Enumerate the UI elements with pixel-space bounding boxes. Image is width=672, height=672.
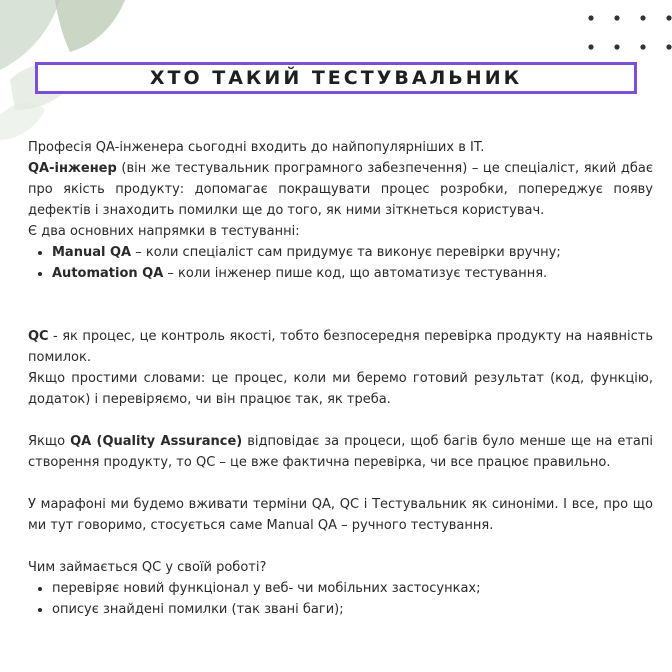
qc-simple-paragraph: Якщо простими словами: це процес, коли ми беремо готовий результат (код, функцію, додаток) і перевіряємо, чи він працює так, як треба. <box>28 371 653 407</box>
qc-term: QC <box>28 329 49 344</box>
page-title: ХТО ТАКИЙ ТЕСТУВАЛЬНИК <box>149 67 523 89</box>
qa-engineer-paragraph <box>28 158 653 221</box>
qc-work-list <box>28 578 653 620</box>
marathon-paragraph: У марафоні ми будемо вживати терміни QA, QC і Тестувальник як синоніми. І все, про що ми тут говоримо, стосується саме Manual QA – ручного тестування. <box>28 497 653 533</box>
dot-grid-decoration <box>588 14 672 54</box>
direction-term: Manual QA <box>52 245 132 260</box>
intro-paragraph: Професія QA-інженера сьогодні входить до найпопулярніших в IT. <box>28 140 485 155</box>
title-box <box>35 62 637 94</box>
qa-engineer-definition: (він же тестувальник програмного забезпечення) – це спеціаліст, який дбає про якість продукту: допомагає покращувати процес розробки, попереджує появу дефектів і знаходить помилки ще до того, як ними зіткнеться користувач. <box>28 161 653 218</box>
qc-work-question: Чим займається QC у своїй роботі? <box>28 560 267 575</box>
article-body <box>28 137 653 620</box>
directions-list <box>28 242 653 284</box>
qc-paragraph <box>28 326 653 368</box>
qa-paragraph <box>28 431 653 473</box>
qa-engineer-term: QA-інженер <box>28 161 117 176</box>
qa-term: QA (Quality Assurance) <box>70 434 243 449</box>
direction-text: – коли інженер пише код, що автоматизує тестування. <box>163 266 548 281</box>
list-item <box>52 263 653 284</box>
direction-text: – коли спеціаліст сам придумує та виконує перевірки вручну; <box>131 245 561 260</box>
directions-intro: Є два основних напрямки в тестуванні: <box>28 224 300 239</box>
qa-definition: відповідає за процеси, щоб багів було менше ще на етапі створення продукту, то QC – це вже фактична перевірка, чи все працює правильно. <box>28 434 654 470</box>
qc-definition: - як процес, це контроль якості, тобто безпосередня перевірка продукту на наявність помилок. <box>28 329 653 365</box>
direction-term: Automation QA <box>52 266 164 281</box>
list-item: • перевіряє новий функціонал у веб- чи мобільних застосунках; <box>52 578 653 599</box>
list-item <box>52 242 653 263</box>
qa-prefix: Якщо <box>28 434 71 449</box>
list-item: • описує знайдені помилки (так звані баги); <box>52 599 653 620</box>
